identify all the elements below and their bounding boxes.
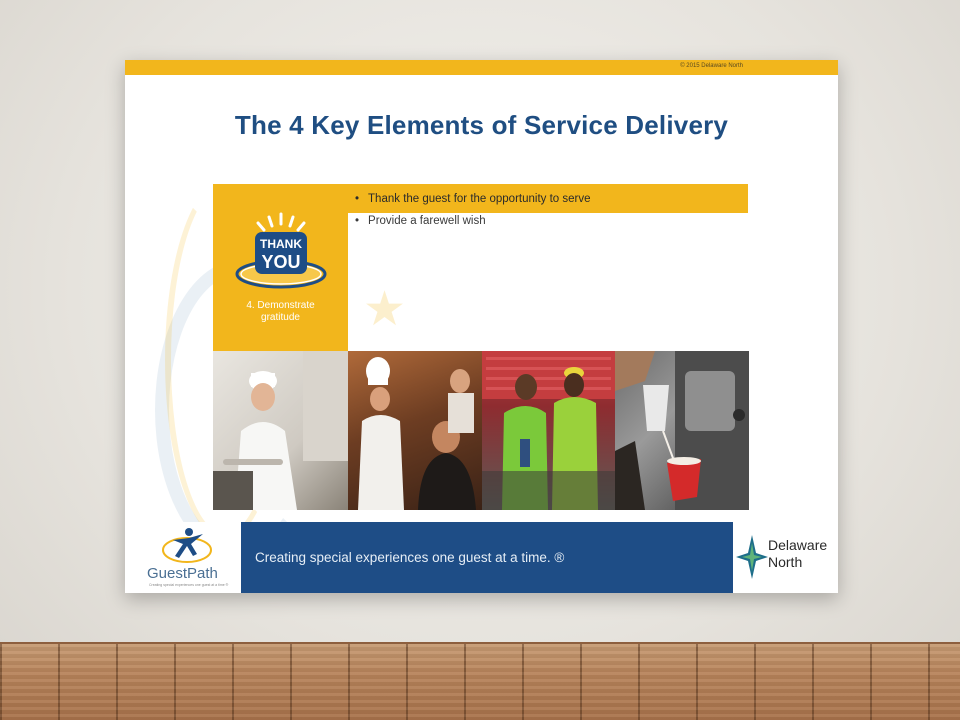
thank-you-badge-icon: [233, 212, 329, 296]
badge-line1: THANK: [260, 237, 302, 251]
photo-chef-serving: [213, 351, 348, 510]
decorative-star-icon: ★: [363, 283, 407, 336]
panel-label-line2: gratitude: [261, 312, 300, 323]
stadium-staff-illustration: [482, 351, 615, 510]
gratitude-panel: [213, 184, 348, 351]
company-line2: North: [768, 554, 803, 570]
photo-coffee-pour: [615, 351, 749, 510]
photo-staff-stadium: [482, 351, 615, 510]
guestpath-figure-icon: [159, 524, 219, 568]
badge-line2: YOU: [261, 252, 301, 272]
slide-top-bar: [125, 60, 838, 75]
copyright-text: © 2015 Delaware North: [680, 63, 743, 69]
guestpath-logo-text: GuestPath: [147, 565, 218, 582]
wood-floor: [0, 642, 960, 720]
coffee-illustration: [615, 351, 749, 510]
footer-tagline: Creating special experiences one guest at a time. ®: [255, 550, 565, 565]
bullet-thank-guest: • Thank the guest for the opportunity to serve: [355, 193, 591, 205]
chef-guests-illustration: [348, 351, 482, 510]
company-line1: Delaware: [768, 537, 828, 553]
photo-chef-guests: [348, 351, 482, 510]
presentation-slide: [125, 60, 838, 593]
delaware-north-star-icon: [736, 535, 768, 579]
guestpath-tagline: Creating special experiences one guest at a time ®: [149, 583, 229, 587]
panel-label-line1: 4. Demonstrate: [246, 300, 315, 311]
footer-tagline-band: [241, 522, 733, 593]
delaware-north-logo-area: [733, 522, 838, 593]
chef-illustration: [213, 351, 348, 510]
slide-title: The 4 Key Elements of Service Delivery: [234, 110, 729, 140]
guestpath-logo-area: [125, 522, 241, 593]
panel-label: [213, 300, 348, 324]
photo-strip: [213, 351, 749, 510]
delaware-north-name: [768, 537, 827, 571]
floor-grain: [0, 644, 960, 720]
bullet-farewell-wish: • Provide a farewell wish: [355, 215, 486, 227]
